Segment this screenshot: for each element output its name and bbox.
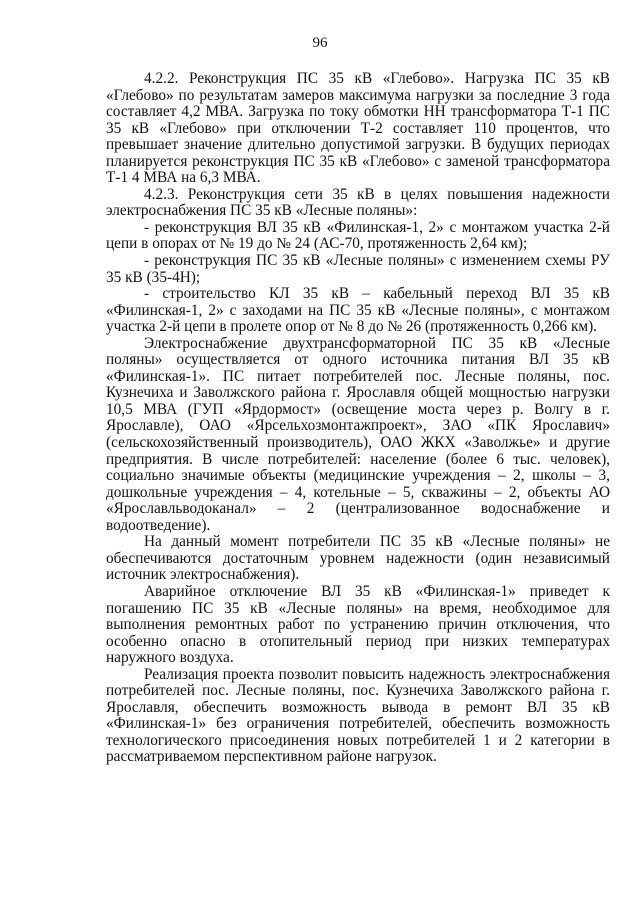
paragraph-emergency: Аварийное отключение ВЛ 35 кВ «Филинская-1» приведет к погашению ПС 35 кВ «Лесные поляны» на время, необходимое для выполнения ремонтных работ по устранению причин отключения, что особенно опасно в отопительный период при низких температурах наружного воздуха. [106,582,610,667]
page-number: 96 [312,35,328,51]
list-item: - реконструкция ВЛ 35 кВ «Филинская-1, 2» с монтажом участка 2-й цепи в опорах от № 19 до № 24 (АС-70, протяженность 2,64 км); [106,218,610,253]
list-item: - строительство КЛ 35 кВ – кабельный переход ВЛ 35 кВ «Филинская-1, 2» с заходами на ПС 35 кВ «Лесные поляны», с монтажом участка 2-й цепи в пролете опор от № 8 до № 26 (протяженность 0,266 км). [106,285,610,336]
page-body [106,71,610,766]
list-item: - реконструкция ПС 35 кВ «Лесные поляны» с изменением схемы РУ 35 кВ (35-4Н); [106,252,610,286]
paragraph-4-2-3: 4.2.3. Реконструкция сети 35 кВ в целях повышения надежности электроснабжения ПС 35 кВ «Лесные поляны»: [106,185,610,220]
paragraph-reliability: На данный момент потребители ПС 35 кВ «Лесные поляны» не обеспечиваются достаточным уровнем надежности (один независимый источник электроснабжения). [106,533,610,584]
paragraph-4-2-2: 4.2.2. Реконструкция ПС 35 кВ «Глебово». Нагрузка ПС 35 кВ «Глебово» по результатам замеров максимума нагрузки за последние 3 года составляет 4,2 МВА. Загрузка по току обмотки НН трансформатора Т-1 ПС 35 кВ «Глебово» при отключении Т-2 составляет 110 процентов, что превышает значение длительно допустимой загрузки. В будущих периодах планируется реконструкция ПС 35 кВ «Глебово» с заменой трансформатора Т-1 4 МВА на 6,3 МВА. [106,70,610,187]
paragraph-project-result: Реализация проекта позволит повысить надежность электроснабжения потребителей пос. Лесные поляны, пос. Кузнечиха Заволжского района г. Ярославля, обеспечить возможность вывода в ремонт ВЛ 35 кВ «Филинская-1» без ограничения потребителей, обеспечить возможность технологического присоединения новых потребителей 1 и 2 категории в рассматриваемом перспективном районе нагрузок. [106,665,610,766]
paragraph-power-supply: Электроснабжение двухтрансформаторной ПС 35 кВ «Лесные поляны» осуществляется от одного источника питания ВЛ 35 кВ «Филинская-1». ПС питает потребителей пос. Лесные поляны, пос. Кузнечиха и Заволжского района г. Ярославля общей мощностью нагрузки 10,5 МВА (ГУП «Ярдормост» (освещение моста через р. Волгу в г. Ярославле), ОАО «Ярсельхозмонтажпроект», ЗАО «ПК Ярославич» (сельскохозяйственный производитель), ОАО ЖКХ «Заволжье» и другие предприятия. В числе потребителей: население (более 6 тыс. человек), социально значимые объекты (медицинские учреждения – 2, школы – 3, дошкольные учреждения – 4, котельные – 5, скважины – 2, объекты АО «Ярославльводоканал» – 2 (централизованное водоснабжение и водоотведение). [106,334,610,534]
